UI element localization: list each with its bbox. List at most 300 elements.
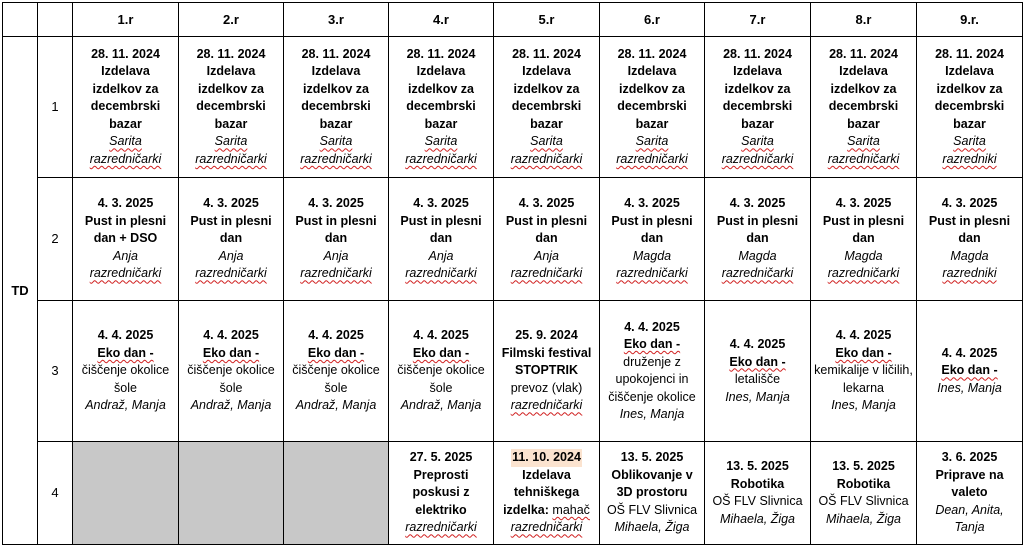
activity-person bbox=[391, 133, 491, 151]
activity-person bbox=[496, 397, 597, 415]
activity-title bbox=[75, 345, 176, 363]
activity-cell bbox=[705, 37, 811, 178]
activity-note-text: prevoz (vlak) bbox=[510, 380, 583, 395]
activity-title-suffix: mahač bbox=[552, 502, 590, 517]
activity-person-text: Magda bbox=[738, 248, 777, 263]
activity-person-text: razredničarki bbox=[89, 266, 162, 281]
activity-cell bbox=[179, 37, 284, 178]
activity-note-text: čiščenje okolice šole bbox=[187, 363, 275, 395]
activity-title bbox=[813, 476, 914, 494]
activity-title bbox=[181, 63, 281, 133]
activity-title-text: Eko dan - bbox=[835, 345, 892, 360]
activity-date-text: 25. 9. 2024 bbox=[515, 328, 578, 343]
activity-person bbox=[707, 133, 808, 151]
activity-date bbox=[919, 46, 1020, 64]
activity-title-text: Izdelava izdelkov za decembrski bazar bbox=[90, 64, 161, 131]
activity-title-text: Filmski festival STOPTRIK bbox=[501, 345, 592, 378]
activity-title bbox=[75, 213, 176, 248]
activity-cell bbox=[494, 442, 600, 545]
activity-person-text: Sarita bbox=[530, 134, 563, 149]
activity-title-text: Pust in plesni dan bbox=[928, 213, 1011, 246]
activity-person bbox=[919, 502, 1020, 537]
activity-person-text: Ines, Manja bbox=[619, 407, 685, 421]
activity-title-text: Pust in plesni dan + DSO bbox=[84, 213, 167, 246]
activity-title-text: Eko dan - bbox=[307, 345, 365, 360]
activity-date-text: 28. 11. 2024 bbox=[406, 46, 476, 61]
activity-person-text: Andraž, Manja bbox=[85, 398, 166, 413]
activity-note bbox=[707, 493, 808, 511]
activity-cell bbox=[705, 178, 811, 301]
grade-header: 5.r bbox=[494, 3, 600, 37]
activity-date bbox=[707, 195, 808, 213]
activity-cell bbox=[179, 301, 284, 442]
activity-person bbox=[496, 248, 597, 266]
activity-title-text: Izdelava izdelkov za decembrski bazar bbox=[617, 64, 687, 131]
activity-person-text: Anja bbox=[112, 248, 139, 263]
activity-title bbox=[75, 63, 176, 133]
activity-cell bbox=[705, 301, 811, 442]
activity-person bbox=[496, 519, 597, 537]
activity-date bbox=[602, 449, 702, 467]
activity-person-text: Sarita bbox=[424, 134, 458, 149]
activity-date-text: 4. 3. 2025 bbox=[624, 196, 680, 211]
activity-date bbox=[391, 327, 491, 345]
activity-note bbox=[707, 371, 808, 389]
activity-title-text: Pust in plesni dan bbox=[716, 213, 799, 246]
activity-person bbox=[286, 397, 386, 415]
activity-cell bbox=[494, 178, 600, 301]
activity-person bbox=[391, 151, 491, 169]
activity-person bbox=[286, 248, 386, 266]
activity-person bbox=[181, 133, 281, 151]
activity-date-text: 4. 3. 2025 bbox=[835, 196, 892, 211]
schedule-row bbox=[3, 442, 1023, 545]
activity-cell bbox=[811, 301, 917, 442]
activity-title-text: Eko dan - bbox=[941, 363, 998, 378]
activity-date bbox=[496, 195, 597, 213]
row-group-label: TD bbox=[3, 37, 38, 545]
activity-cell bbox=[811, 442, 917, 545]
activity-person-text: razredniki bbox=[942, 266, 997, 281]
activity-person bbox=[602, 248, 702, 266]
activity-date bbox=[391, 46, 491, 64]
activity-cell bbox=[389, 442, 494, 545]
activity-title-text: Izdelava izdelkov za decembrski bazar bbox=[301, 64, 371, 131]
activity-cell bbox=[600, 37, 705, 178]
activity-person bbox=[919, 265, 1020, 283]
activity-person bbox=[813, 248, 914, 266]
activity-person-text: Andraž, Manja bbox=[190, 398, 272, 413]
activity-person bbox=[602, 133, 702, 151]
activity-title-text: Pust in plesni dan bbox=[822, 213, 905, 246]
activity-person bbox=[496, 151, 597, 169]
activity-person bbox=[813, 397, 914, 415]
activity-person-text: Anja bbox=[323, 248, 349, 263]
activity-person bbox=[391, 248, 491, 266]
activity-person bbox=[75, 397, 176, 415]
activity-cell bbox=[811, 37, 917, 178]
activity-note-text: letališče bbox=[734, 372, 781, 386]
activity-person bbox=[813, 151, 914, 169]
activity-person-text: razredničarki bbox=[827, 151, 900, 166]
activity-person bbox=[391, 519, 491, 537]
activity-date bbox=[813, 327, 914, 345]
activity-title bbox=[919, 467, 1020, 502]
activity-title bbox=[286, 345, 386, 363]
activity-date bbox=[813, 458, 914, 476]
activity-date-text: 13. 5. 2025 bbox=[726, 459, 789, 473]
activity-person bbox=[707, 389, 808, 407]
activity-title bbox=[602, 336, 702, 354]
activity-date-text: 4. 3. 2025 bbox=[97, 196, 154, 211]
activity-person bbox=[75, 151, 176, 169]
activity-note bbox=[813, 362, 914, 397]
activity-title bbox=[602, 467, 702, 502]
activity-note bbox=[496, 380, 597, 398]
activity-date bbox=[391, 449, 491, 467]
activity-note bbox=[602, 354, 702, 407]
activity-date bbox=[75, 327, 176, 345]
activity-cell bbox=[705, 442, 811, 545]
activity-date-text: 4. 3. 2025 bbox=[729, 196, 786, 211]
activity-title-text: Eko dan - bbox=[202, 345, 260, 360]
activity-note-text: OŠ FLV Slivnica bbox=[818, 494, 909, 508]
activity-person-text: razredničarki bbox=[195, 151, 267, 166]
td-schedule-table bbox=[2, 2, 1023, 545]
activity-date bbox=[181, 195, 281, 213]
activity-note-text: druženje z upokojenci in čiščenje okolice bbox=[608, 354, 696, 404]
activity-date-text: 28. 11. 2024 bbox=[723, 46, 792, 61]
activity-person-text: Sarita bbox=[953, 134, 986, 149]
activity-title bbox=[919, 213, 1020, 248]
activity-person bbox=[707, 511, 808, 529]
activity-title bbox=[181, 213, 281, 248]
activity-title bbox=[286, 213, 386, 248]
activity-title bbox=[919, 362, 1020, 380]
activity-person bbox=[602, 265, 702, 283]
activity-person bbox=[496, 265, 597, 283]
activity-person bbox=[813, 265, 914, 283]
activity-person-text: Andraž, Manja bbox=[295, 398, 377, 413]
activity-person bbox=[707, 151, 808, 169]
activity-title bbox=[813, 345, 914, 363]
activity-person-text: Anja bbox=[218, 248, 244, 263]
activity-person-text: razredničarki bbox=[721, 266, 794, 281]
activity-person-text: Magda bbox=[950, 248, 989, 263]
grade-header: 3.r bbox=[284, 3, 389, 37]
activity-date-text: 4. 3. 2025 bbox=[518, 196, 575, 211]
activity-date bbox=[181, 46, 281, 64]
activity-date-text: 4. 4. 2025 bbox=[97, 328, 154, 343]
activity-date bbox=[286, 195, 386, 213]
activity-date-text: 28. 11. 2024 bbox=[301, 46, 371, 61]
activity-note-text: čiščenje okolice šole bbox=[81, 363, 170, 395]
activity-title bbox=[496, 63, 597, 133]
activity-title bbox=[391, 467, 491, 520]
activity-person bbox=[75, 265, 176, 283]
activity-title-text: Izdelava tehniškega izdelka: bbox=[503, 467, 580, 517]
activity-date bbox=[496, 327, 597, 345]
activity-title-text: Eko dan - bbox=[412, 345, 470, 360]
activity-date bbox=[919, 345, 1020, 363]
activity-date-text: 3. 6. 2025 bbox=[941, 450, 998, 465]
schedule-row bbox=[3, 301, 1023, 442]
activity-person-text: Anja bbox=[533, 248, 560, 263]
header-row bbox=[3, 3, 1023, 37]
activity-note-text: OŠ FLV Slivnica bbox=[606, 502, 698, 517]
activity-person-text: Sarita bbox=[214, 134, 248, 149]
activity-note bbox=[391, 362, 491, 397]
activity-person-text: Sarita bbox=[319, 134, 353, 149]
activity-person-text: Andraž, Manja bbox=[400, 398, 482, 413]
activity-title-text: Pust in plesni dan bbox=[190, 213, 272, 246]
activity-person-text: Dean, Anita, Tanja bbox=[935, 502, 1004, 535]
activity-date-text: 28. 11. 2024 bbox=[512, 46, 581, 61]
activity-date-text: 28. 11. 2024 bbox=[196, 46, 266, 61]
activity-title-text: Izdelava izdelkov za decembrski bazar bbox=[934, 64, 1005, 131]
activity-title-text: Pust in plesni dan bbox=[505, 213, 588, 246]
activity-note-text: kemikalije v ličilih, lekarna bbox=[814, 363, 913, 395]
activity-title-text: Robotika bbox=[730, 476, 785, 491]
activity-date-text: 4. 3. 2025 bbox=[941, 196, 998, 211]
activity-date-text: 13. 5. 2025 bbox=[620, 450, 684, 465]
activity-person bbox=[286, 151, 386, 169]
activity-person bbox=[75, 133, 176, 151]
activity-note bbox=[602, 502, 702, 520]
activity-date-text: 4. 3. 2025 bbox=[413, 196, 469, 211]
corner-cell bbox=[38, 3, 73, 37]
activity-person-text: razredničarki bbox=[721, 151, 794, 166]
activity-cell bbox=[917, 37, 1023, 178]
activity-person-text: razredničarki bbox=[300, 266, 372, 281]
activity-cell bbox=[811, 178, 917, 301]
activity-person bbox=[391, 397, 491, 415]
activity-title-text: Pust in plesni dan bbox=[295, 213, 377, 246]
activity-title-text: Pust in plesni dan bbox=[400, 213, 482, 246]
activity-date bbox=[496, 46, 597, 64]
activity-date bbox=[707, 336, 808, 354]
activity-person bbox=[813, 511, 914, 529]
activity-cell bbox=[389, 178, 494, 301]
grade-header: 2.r bbox=[179, 3, 284, 37]
activity-date bbox=[813, 195, 914, 213]
activity-person bbox=[181, 397, 281, 415]
activity-date-text: 28. 11. 2024 bbox=[617, 46, 687, 61]
activity-person bbox=[286, 265, 386, 283]
empty-cell bbox=[73, 442, 179, 545]
activity-person bbox=[707, 248, 808, 266]
activity-title bbox=[496, 345, 597, 380]
activity-title-text: Pust in plesni dan bbox=[611, 213, 693, 246]
activity-date bbox=[75, 46, 176, 64]
activity-note bbox=[286, 362, 386, 397]
activity-title bbox=[707, 476, 808, 494]
row-number: 1 bbox=[38, 37, 73, 178]
activity-cell bbox=[600, 301, 705, 442]
activity-person bbox=[181, 248, 281, 266]
activity-title bbox=[707, 354, 808, 372]
activity-title bbox=[813, 213, 914, 248]
grade-header: 9.r. bbox=[917, 3, 1023, 37]
activity-cell bbox=[389, 301, 494, 442]
activity-date bbox=[181, 327, 281, 345]
activity-person-text: razredniki bbox=[942, 151, 997, 166]
activity-person-text: razredničarki bbox=[405, 151, 477, 166]
activity-title bbox=[496, 467, 597, 520]
activity-date bbox=[75, 195, 176, 213]
activity-date-text: 28. 11. 2024 bbox=[935, 46, 1004, 61]
corner-cell bbox=[3, 3, 38, 37]
activity-cell bbox=[494, 301, 600, 442]
activity-title-text: Preprosti poskusi z elektriko bbox=[412, 467, 470, 517]
activity-title-text: Eko dan - bbox=[729, 354, 786, 369]
activity-cell bbox=[284, 37, 389, 178]
activity-title bbox=[496, 213, 597, 248]
schedule-row bbox=[3, 37, 1023, 178]
activity-date-text: 4. 4. 2025 bbox=[729, 337, 786, 351]
activity-title-text: Priprave na valeto bbox=[935, 467, 1004, 500]
activity-date bbox=[813, 46, 914, 64]
activity-person-text: razredničarki bbox=[300, 151, 372, 166]
activity-date bbox=[286, 46, 386, 64]
activity-title-text: Izdelava izdelkov za decembrski bazar bbox=[406, 64, 476, 131]
activity-person bbox=[602, 406, 702, 424]
activity-person-text: Mihaela, Žiga bbox=[614, 520, 690, 535]
activity-date bbox=[707, 458, 808, 476]
activity-person bbox=[75, 248, 176, 266]
activity-title bbox=[707, 213, 808, 248]
activity-person bbox=[919, 151, 1020, 169]
activity-title bbox=[707, 63, 808, 133]
activity-date-text: 28. 11. 2024 bbox=[91, 46, 160, 61]
activity-title bbox=[602, 63, 702, 133]
activity-cell bbox=[389, 37, 494, 178]
grade-header: 6.r bbox=[600, 3, 705, 37]
activity-note bbox=[181, 362, 281, 397]
activity-date-text: 4. 4. 2025 bbox=[835, 328, 892, 343]
activity-person-text: razredničarki bbox=[510, 266, 583, 281]
activity-note-text: čiščenje okolice šole bbox=[397, 363, 485, 395]
activity-person-text: razredničarki bbox=[405, 520, 477, 535]
activity-title-text: Izdelava izdelkov za decembrski bazar bbox=[511, 64, 582, 131]
activity-cell bbox=[917, 301, 1023, 442]
activity-date bbox=[919, 195, 1020, 213]
activity-person bbox=[813, 133, 914, 151]
activity-person bbox=[919, 380, 1020, 398]
activity-person bbox=[602, 151, 702, 169]
activity-cell bbox=[917, 178, 1023, 301]
activity-person-text: Sarita bbox=[741, 134, 774, 149]
activity-person-text: razredničarki bbox=[510, 520, 583, 535]
activity-person-text: Mihaela, Žiga bbox=[825, 511, 902, 526]
activity-date bbox=[496, 449, 597, 467]
activity-person bbox=[496, 133, 597, 151]
activity-person-text: Sarita bbox=[109, 134, 142, 149]
activity-person-text: razredničarki bbox=[827, 266, 900, 281]
activity-date-text: 4. 4. 2025 bbox=[624, 319, 680, 334]
activity-person bbox=[391, 265, 491, 283]
activity-note bbox=[813, 493, 914, 511]
activity-date-text: 4. 4. 2025 bbox=[413, 328, 469, 343]
activity-cell bbox=[284, 178, 389, 301]
activity-date bbox=[286, 327, 386, 345]
activity-title-text: Izdelava izdelkov za decembrski bazar bbox=[722, 64, 793, 131]
activity-note-text: OŠ FLV Slivnica bbox=[712, 494, 803, 508]
activity-person-text: Anja bbox=[428, 248, 454, 263]
activity-cell bbox=[494, 37, 600, 178]
activity-cell bbox=[284, 301, 389, 442]
activity-person bbox=[181, 151, 281, 169]
activity-title-text: Eko dan - bbox=[97, 345, 154, 360]
activity-date-text: 4. 3. 2025 bbox=[203, 196, 259, 211]
activity-person-text: razredničarki bbox=[616, 151, 688, 166]
activity-title bbox=[391, 345, 491, 363]
activity-person-text: razredničarki bbox=[510, 151, 583, 166]
grade-header: 7.r bbox=[705, 3, 811, 37]
activity-title bbox=[181, 345, 281, 363]
activity-person-text: Ines, Manja bbox=[831, 398, 896, 413]
activity-date-text: 4. 4. 2025 bbox=[203, 328, 259, 343]
activity-person-text: razredničarki bbox=[89, 151, 162, 166]
activity-person bbox=[181, 265, 281, 283]
activity-person-text: Magda bbox=[844, 248, 883, 263]
activity-date-text: 27. 5. 2025 bbox=[409, 450, 473, 465]
activity-person bbox=[286, 133, 386, 151]
activity-title bbox=[602, 213, 702, 248]
activity-cell bbox=[600, 178, 705, 301]
row-number: 4 bbox=[38, 442, 73, 545]
row-number: 2 bbox=[38, 178, 73, 301]
activity-person-text: razredničarki bbox=[405, 266, 477, 281]
activity-title-text: Robotika bbox=[836, 476, 891, 491]
activity-date bbox=[919, 449, 1020, 467]
grade-header: 8.r bbox=[811, 3, 917, 37]
activity-cell bbox=[73, 37, 179, 178]
schedule-row bbox=[3, 178, 1023, 301]
activity-title bbox=[391, 63, 491, 133]
activity-cell bbox=[73, 301, 179, 442]
activity-date-text: 11. 10. 2024 bbox=[511, 449, 582, 467]
activity-date bbox=[602, 195, 702, 213]
activity-date-text: 13. 5. 2025 bbox=[832, 459, 895, 473]
activity-title-text: Oblikovanje v 3D prostoru bbox=[611, 467, 693, 500]
activity-cell bbox=[917, 442, 1023, 545]
empty-cell bbox=[179, 442, 284, 545]
activity-person-text: razredničarki bbox=[616, 266, 688, 281]
activity-person-text: Sarita bbox=[635, 134, 669, 149]
activity-date-text: 4. 4. 2025 bbox=[308, 328, 364, 343]
activity-date-text: 4. 3. 2025 bbox=[308, 196, 364, 211]
empty-cell bbox=[284, 442, 389, 545]
activity-note bbox=[75, 362, 176, 397]
activity-cell bbox=[179, 178, 284, 301]
activity-title-text: Eko dan - bbox=[623, 337, 681, 351]
activity-person-text: Ines, Manja bbox=[725, 389, 790, 404]
activity-title bbox=[286, 63, 386, 133]
activity-date-text: 28. 11. 2024 bbox=[829, 46, 898, 61]
activity-person bbox=[919, 133, 1020, 151]
activity-cell bbox=[73, 178, 179, 301]
activity-title-text: Izdelava izdelkov za decembrski bazar bbox=[828, 64, 899, 131]
activity-title-text: Izdelava izdelkov za decembrski bazar bbox=[196, 64, 266, 131]
grade-header: 4.r bbox=[389, 3, 494, 37]
activity-person bbox=[919, 248, 1020, 266]
activity-title bbox=[813, 63, 914, 133]
activity-date bbox=[707, 46, 808, 64]
activity-date bbox=[602, 46, 702, 64]
activity-person-text: Mihaela, Žiga bbox=[719, 511, 796, 526]
activity-person bbox=[707, 265, 808, 283]
